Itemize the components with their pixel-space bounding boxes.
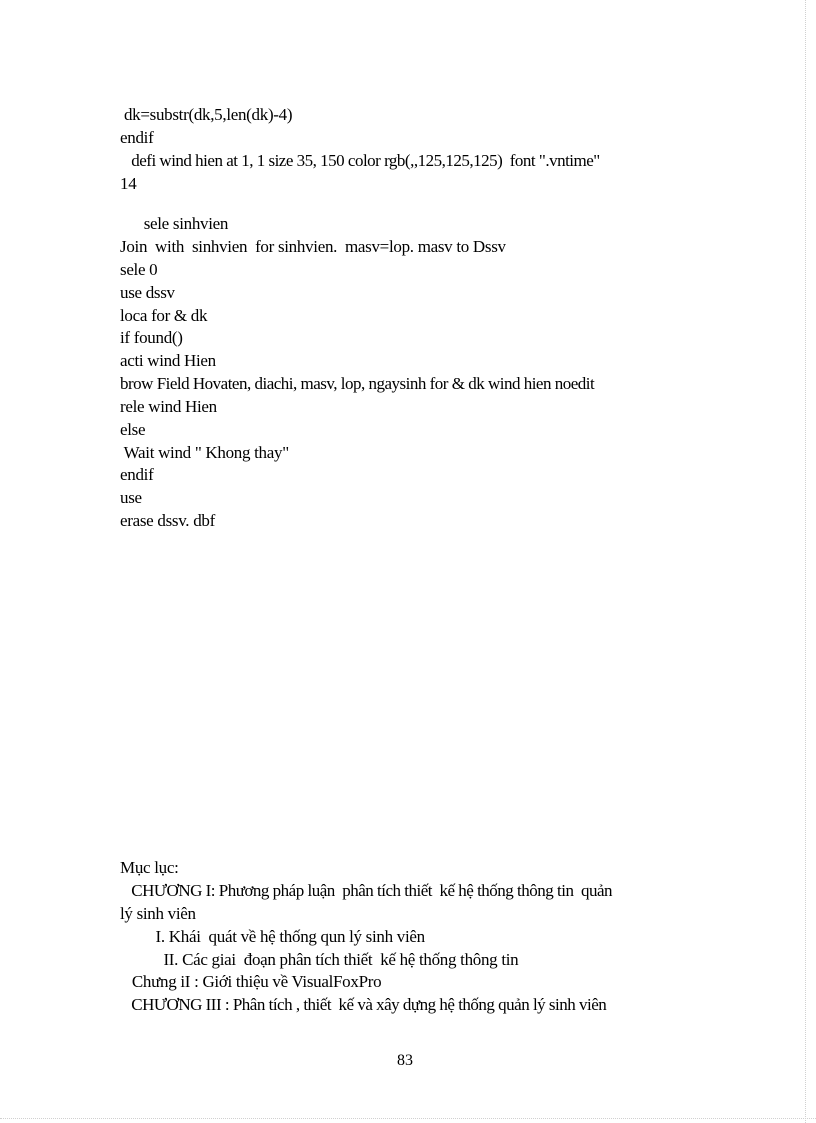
code-line: dk=substr(dk,5,len(dk)-4) <box>120 105 293 124</box>
code-line: use dssv <box>120 283 175 302</box>
toc-entry: Chưng iI : Giới thiệu về VisualFoxPro <box>120 972 382 991</box>
code-line: rele wind Hien <box>120 397 217 416</box>
code-line: defi wind hien at 1, 1 size 35, 150 color rgb(,,125,125,125) font ".vntime" <box>120 151 600 170</box>
toc-entry: lý sinh viên <box>120 904 196 923</box>
code-line: endif <box>120 465 154 484</box>
page-edge-right <box>805 0 806 1123</box>
code-line: if found() <box>120 328 183 347</box>
page-number: 83 <box>397 1052 413 1069</box>
code-line: use <box>120 488 142 507</box>
code-line: loca for & dk <box>120 306 208 325</box>
toc-entry: CHƯƠNG III : Phân tích , thiết kế và xây dựng hệ thống quản lý sinh viên <box>120 995 607 1014</box>
code-line: 14 <box>120 174 137 193</box>
code-line: Wait wind " Khong thay" <box>120 443 289 462</box>
code-line: sele 0 <box>120 260 158 279</box>
toc-entry: CHƯƠNG I: Phương pháp luận phân tích thiết kế hệ thống thông tin quản <box>120 881 613 900</box>
code-line: brow Field Hovaten, diachi, masv, lop, ngaysinh for & dk wind hien noedit <box>120 374 595 393</box>
toc-entry: II. Các giai đoạn phân tích thiết kế hệ thống thông tin <box>120 950 519 969</box>
code-line: sele sinhvien <box>120 214 229 233</box>
code-line: acti wind Hien <box>120 351 216 370</box>
page-edge-bottom <box>0 1118 816 1119</box>
code-line: erase dssv. dbf <box>120 511 215 530</box>
code-line: endif <box>120 128 154 147</box>
code-line: else <box>120 420 146 439</box>
code-line: Join with sinhvien for sinhvien. masv=lop. masv to Dssv <box>120 237 506 256</box>
toc-heading: Mục lục: <box>120 858 179 877</box>
toc-entry: I. Khái quát về hệ thống qun lý sinh viên <box>120 927 425 946</box>
